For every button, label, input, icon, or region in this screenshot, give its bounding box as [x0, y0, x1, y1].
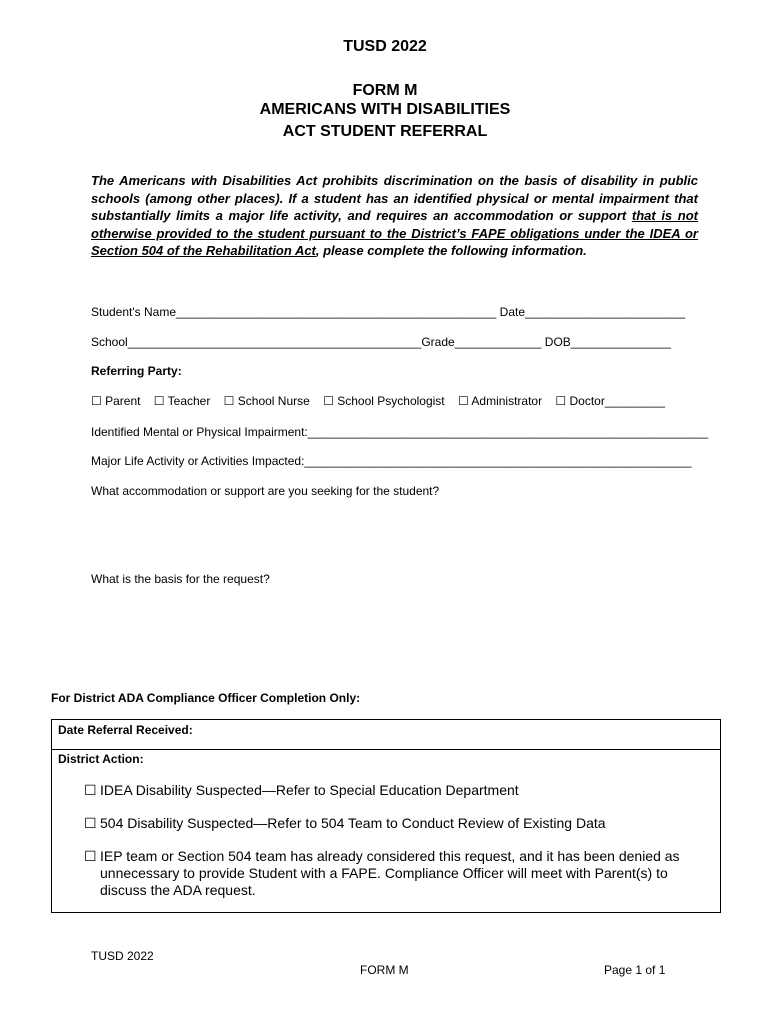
option-label: 504 Disability Suspected—Refer to 504 Team to Conduct Review of Existing Data	[100, 815, 606, 831]
intro-text-underlined: that is not otherwise provided to the student pursuant to the District’s FAPE obligations under the IDEA or Section 504 of the Rehabilitation Act	[91, 208, 698, 258]
form-title-line2: ACT STUDENT REFERRAL	[282, 123, 488, 140]
student-name-date-field[interactable]: Student's Name________________________________________________ Date________________________	[91, 305, 686, 319]
school-grade-dob-field[interactable]: School____________________________________________Grade_____________ DOB_______________	[91, 335, 671, 349]
referring-party-options[interactable]: ☐ Parent ☐ Teacher ☐ School Nurse ☐ School Psychologist ☐ Administrator ☐ Doctor_________	[91, 394, 665, 408]
intro-paragraph	[91, 172, 698, 260]
checkbox-icon[interactable]: ☐	[84, 848, 97, 864]
district-action-label: District Action:	[58, 752, 144, 766]
intro-text-part2: , please complete the following information.	[315, 243, 587, 258]
header-title: TUSD 2022	[343, 38, 427, 55]
form-title-line1: AMERICANS WITH DISABILITIES	[259, 101, 511, 118]
footer-page-number: Page 1 of 1	[604, 963, 666, 977]
accommodation-question: What accommodation or support are you seeking for the student?	[91, 484, 440, 498]
district-option-idea[interactable]	[84, 782, 724, 799]
option-label: IDEA Disability Suspected—Refer to Special Education Department	[100, 782, 519, 798]
footer-center: FORM M	[360, 963, 409, 977]
district-option-denied[interactable]	[84, 848, 724, 899]
referring-party-label: Referring Party:	[91, 364, 182, 378]
basis-question: What is the basis for the request?	[91, 572, 270, 586]
checkbox-icon[interactable]: ☐	[84, 782, 97, 798]
impairment-field[interactable]: Identified Mental or Physical Impairment:____________________________________________________________	[91, 425, 709, 439]
checkbox-icon[interactable]: ☐	[84, 815, 97, 831]
district-section-label: For District ADA Compliance Officer Completion Only:	[51, 691, 361, 705]
intro-text-part1: The Americans with Disabilities Act prohibits discrimination on the basis of disability in public schools (among other places). If a student has an identified physical or mental impairment that substantially limits a major life activity, and requires an accommodation or support	[91, 173, 698, 223]
option-label: IEP team or Section 504 team has already considered this request, and it has been denied as unnecessary to provide Student with a FAPE. Compliance Officer will meet with Parent(s) to discuss the ADA request.	[100, 848, 680, 898]
life-activity-field[interactable]: Major Life Activity or Activities Impacted:__________________________________________________________	[91, 454, 692, 468]
district-option-504[interactable]	[84, 815, 724, 832]
form-name: FORM M	[352, 82, 418, 99]
date-received-label[interactable]: Date Referral Received:	[58, 723, 193, 737]
date-received-row	[52, 720, 720, 750]
footer-left: TUSD 2022	[91, 949, 154, 963]
